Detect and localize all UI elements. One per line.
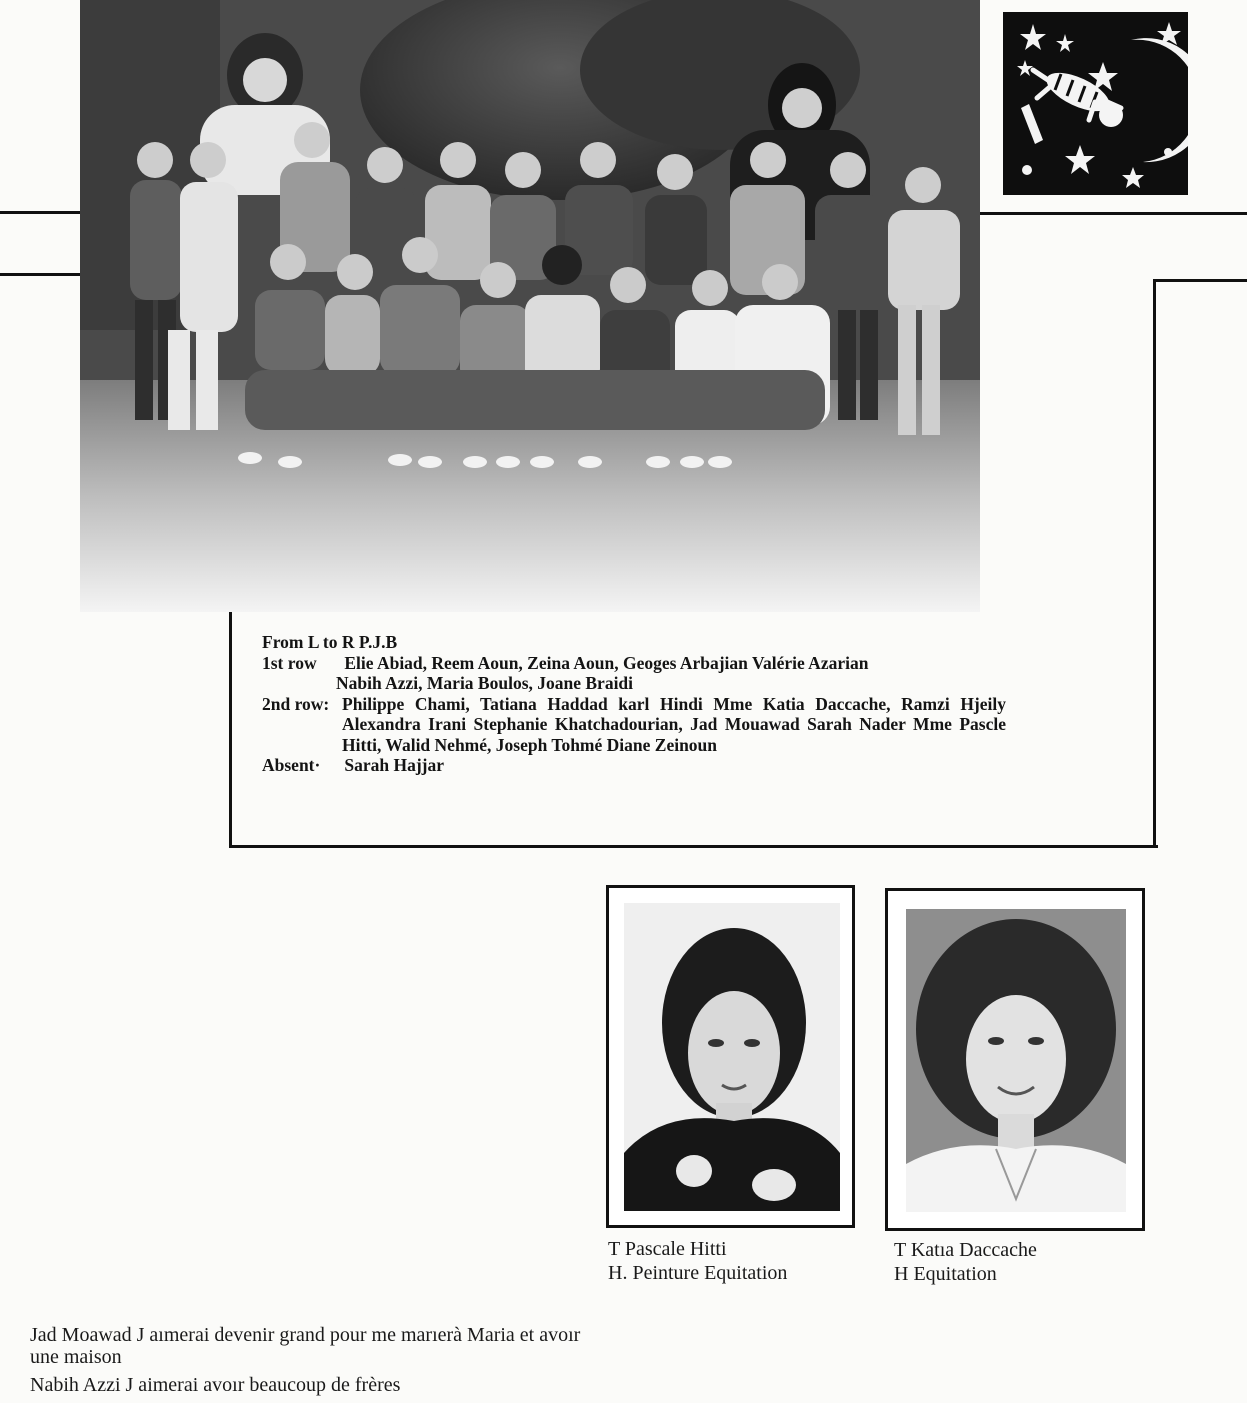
group-photo-illustration [80,0,980,612]
box-left-border [229,610,232,848]
caption-heading: From L to R P.J.B [262,632,398,652]
teacher-2-hobbies: H Equitation [894,1263,997,1285]
box-right-border [1153,279,1156,848]
row2-names: Philippe Chami, Tatiana Haddad karl Hindi Mme Katia Daccache, Ramzi Hjeily Alexandra Irani Stephanie Khatchadourian, Jad Mouawad Sarah Nader Mme Pascle Hitti, Walid Nehmé, Joseph Tohmé Diane Zeinoun [342,693,1006,755]
teacher-portrait-frame-2 [885,888,1145,1231]
absent-label: Absent· [262,755,321,775]
teacher-2-name: T Katıa Daccache [894,1239,1037,1261]
group-photo-caption [262,632,1006,776]
left-rule-top [0,211,80,214]
moon-and-stars-emblem-icon [1003,12,1188,195]
quote-line-3: Nabih Azzi J aimerai avoır beaucoup de frères [30,1374,401,1396]
absent-names: Sarah Hajjar [344,755,445,775]
teacher-1-hobbies: H. Peinture Equitation [608,1262,788,1284]
row1-label: 1st row [262,652,317,673]
teacher-portrait-frame-1 [606,885,855,1228]
box-top-border [1153,279,1247,282]
row1-names-line1: Elie Abiad, Reem Aoun, Zeina Aoun, Geoges Arbajian Valérie Azarian [344,652,869,673]
row2-label: 2nd row: [262,693,330,714]
left-rule-bottom [0,273,80,276]
children-quotes [30,1324,790,1396]
quote-line-1: Jad Moawad J aımerai devenir grand pour me marıerà Maria et avoır [30,1324,581,1346]
class-group-photo [80,0,980,612]
row1-names-line2: Nabih Azzi, Maria Boulos, Joane Braidi [336,673,634,693]
teacher-1-caption [608,1237,787,1285]
teacher-portrait-2 [906,909,1126,1212]
quote-line-2: une maison [30,1346,122,1368]
teacher-portrait-1 [624,903,840,1211]
teacher-2-caption [894,1238,1037,1286]
teacher-1-name: T Pascale Hitti [608,1238,727,1260]
right-rule [980,212,1247,215]
box-bottom-border [229,845,1158,848]
